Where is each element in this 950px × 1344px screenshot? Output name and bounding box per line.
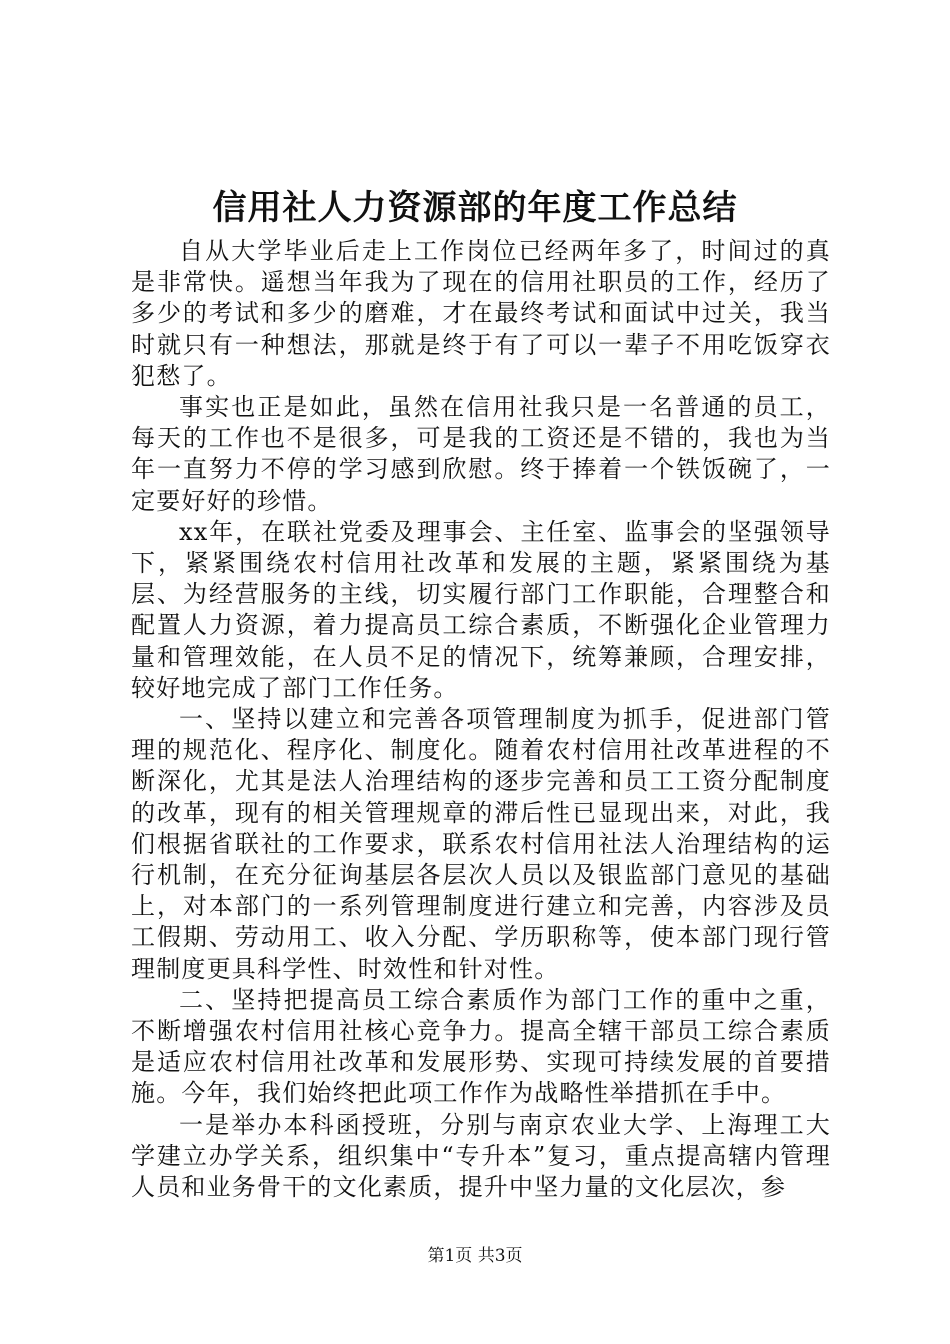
paragraph-4: 一、坚持以建立和完善各项管理制度为抓手，促进部门管理的规范化、程序化、制度化。随着农村信用社改革进程的不断深化，尤其是法人治理结构的逐步完善和员工工资分配制度的改革，现有的相关管理规章的滞后性已显现出来，对此，我们根据省联社的工作要求，联系农村信用社法人治理结构的运行机制，在充分征询基层各层次人员以及银监部门意见的基础上，对本部门的一系列管理制度进行建立和完善，内容涉及员工假期、劳动用工、收入分配、学历职称等，使本部门现行管理制度更具科学性、时效性和针对性。 xyxy=(131,705,831,983)
document-title: 信用社人力资源部的年度工作总结 xyxy=(212,188,738,228)
paragraph-5: 二、坚持把提高员工综合素质作为部门工作的重中之重，不断增强农村信用社核心竞争力。提高全辖干部员工综合素质是适应农村信用社改革和发展形势、实现可持续发展的首要措施。今年，我们始终把此项工作作为战略性举措抓在手中。 xyxy=(131,985,831,1108)
paragraph-2: 事实也正是如此，虽然在信用社我只是一名普通的员工，每天的工作也不是很多，可是我的工资还是不错的，我也为当年一直努力不停的学习感到欣慰。终于捧着一个铁饭碗了，一定要好好的珍惜。 xyxy=(131,393,831,515)
page-number-footer: 第1页 共3页 xyxy=(427,1246,523,1266)
paragraph-1: 自从大学毕业后走上工作岗位已经两年多了，时间过的真是非常快。遥想当年我为了现在的信用社职员的工作，经历了多少的考试和多少的磨难，才在最终考试和面试中过关，我当时就只有一种想法，那就是终于有了可以一辈子不用吃饭穿衣犯愁了。 xyxy=(131,237,831,390)
paragraph-6: 一是举办本科函授班，分别与南京农业大学、上海理工大学建立办学关系，组织集中“专升本”复习，重点提高辖内管理人员和业务骨干的文化素质，提升中坚力量的文化层次，参 xyxy=(131,1110,831,1202)
paragraph-3: xx年，在联社党委及理事会、主任室、监事会的坚强领导下，紧紧围绕农村信用社改革和发展的主题，紧紧围绕为基层、为经营服务的主线，切实履行部门工作职能，合理整合和配置人力资源，着力提高员工综合素质，不断强化企业管理力量和管理效能，在人员不足的情况下，统筹兼顾，合理安排，较好地完成了部门工作任务。 xyxy=(131,517,831,702)
document-body xyxy=(131,236,831,1203)
